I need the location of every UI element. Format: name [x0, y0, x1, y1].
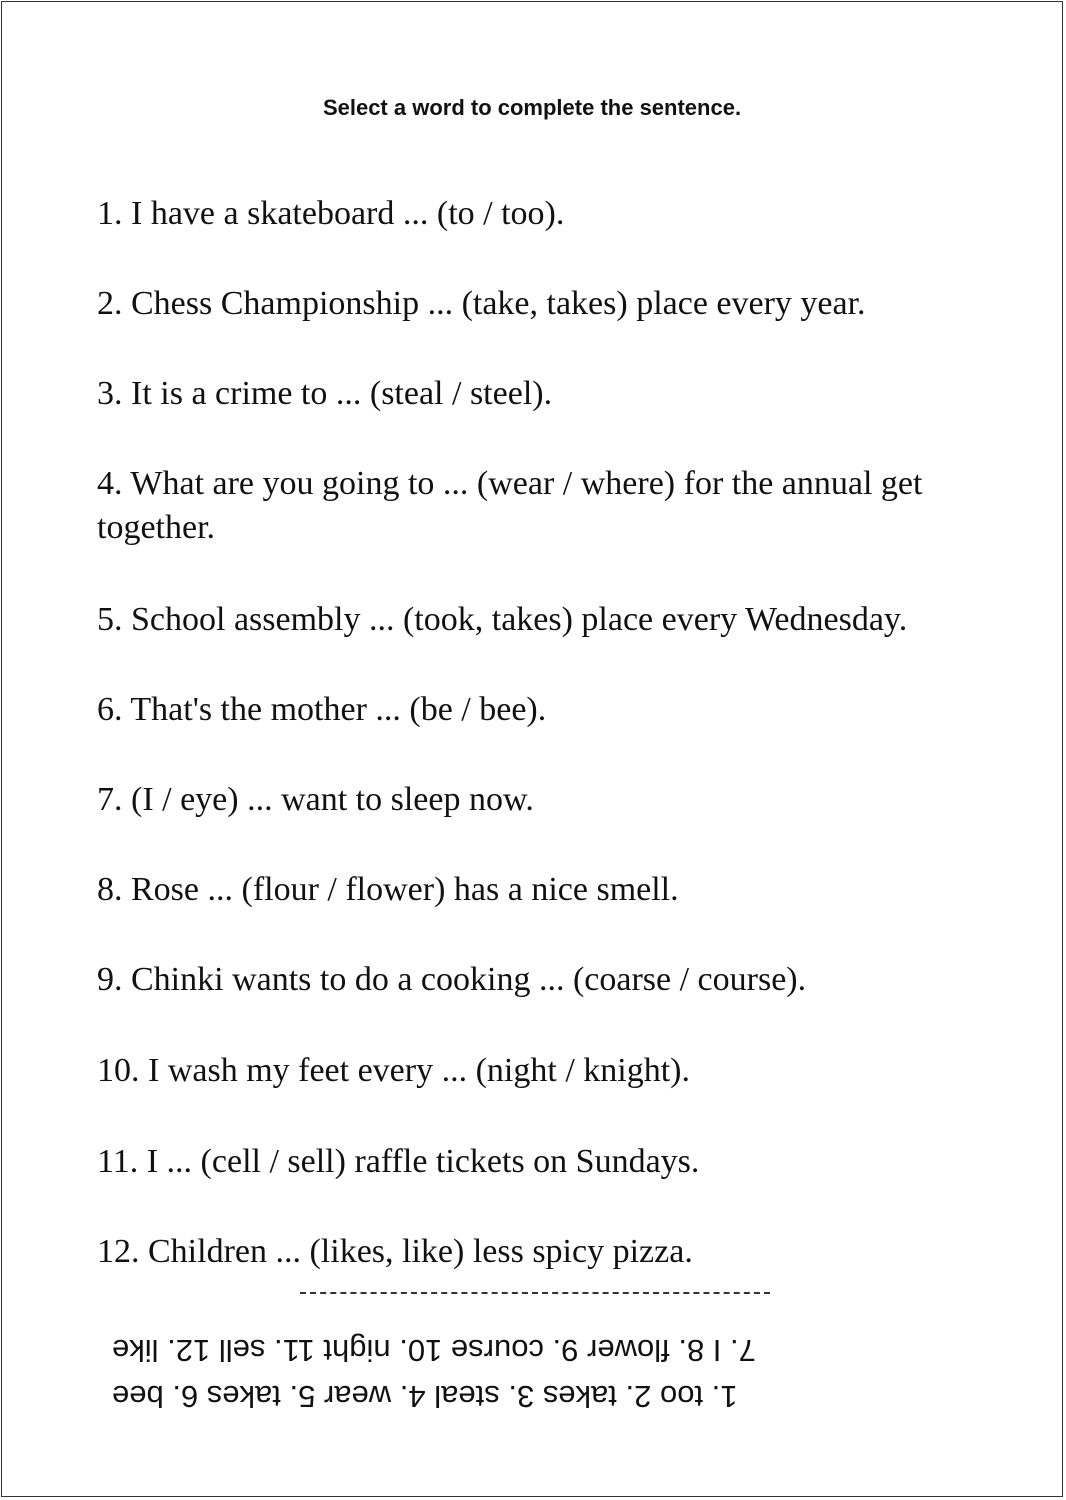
- question-5: 5. School assembly ... (took, takes) place every Wednesday.: [97, 601, 908, 638]
- answer-key-upside-down: [112, 1327, 912, 1419]
- question-9: 9. Chinki wants to do a cooking ... (coarse / course).: [97, 961, 807, 998]
- question-7: 7. (I / eye) ... want to sleep now.: [97, 781, 534, 818]
- question-11: 11. I ... (cell / sell) raffle tickets on Sundays.: [97, 1143, 700, 1180]
- question-1: 1. I have a skateboard ... (to / too).: [97, 195, 565, 232]
- question-10: 10. I wash my feet every ... (night / knight).: [97, 1052, 690, 1089]
- question-12: 12. Children ... (likes, like) less spicy pizza.: [97, 1233, 693, 1270]
- instruction-heading: Select a word to complete the sentence.: [322, 95, 742, 120]
- question-8: 8. Rose ... (flour / flower) has a nice smell.: [97, 871, 679, 908]
- question-2: 2. Chess Championship ... (take, takes) place every year.: [97, 285, 866, 322]
- question-6: 6. That's the mother ... (be / bee).: [97, 691, 547, 728]
- answer-key-line-2: 7. I 8. flower 9. course 10. night 11. sell 12. like: [112, 1333, 756, 1368]
- question-4: 4. What are you going to ... (wear / where) for the annual get together.: [97, 465, 923, 546]
- worksheet-page: [1, 1, 1063, 1497]
- answer-key-line-1: 1. too 2. takes 3. steal 4. wear 5. takes 6. bee: [112, 1379, 738, 1414]
- answer-divider: [300, 1292, 770, 1294]
- question-3: 3. It is a crime to ... (steal / steel).: [97, 375, 553, 412]
